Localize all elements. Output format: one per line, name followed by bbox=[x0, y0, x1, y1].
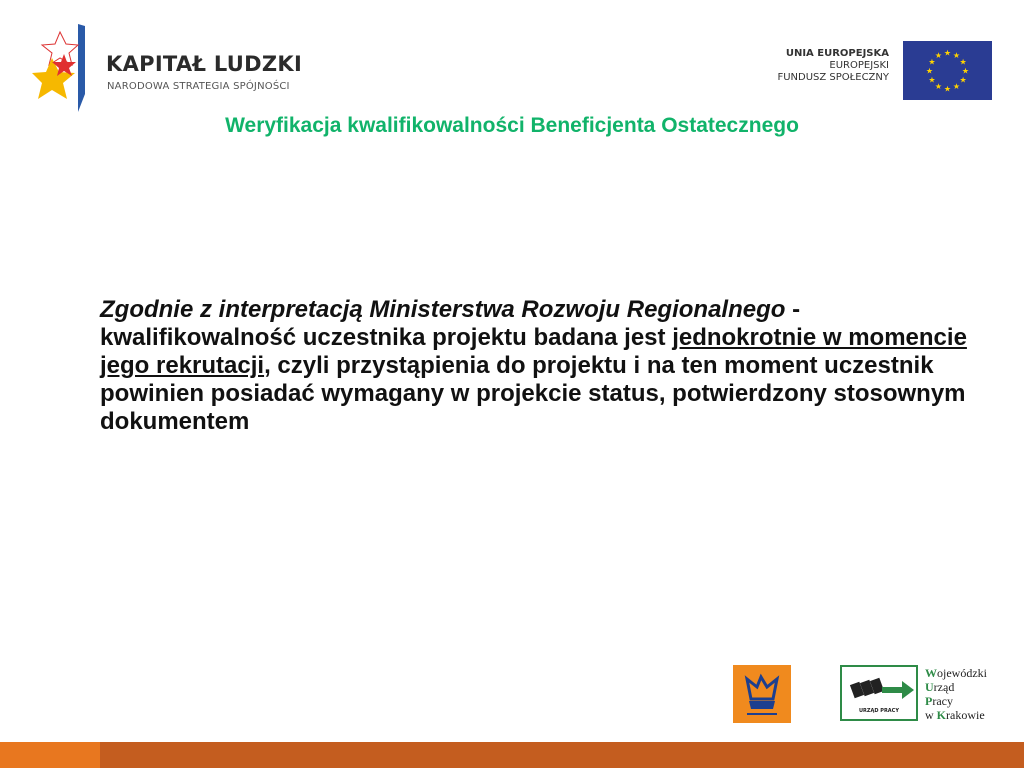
footer-bar bbox=[100, 742, 1024, 768]
eu-star-icon: ★ bbox=[959, 75, 967, 85]
wup-line4: rakowie bbox=[946, 708, 985, 722]
body-part-4: , czyli przystąpienia do projektu i na ten moment uczestnik powinien posiadać wymagany w projekcie status, potwierdzony stosownym dokumentem bbox=[100, 352, 966, 435]
eu-star-icon: ★ bbox=[959, 57, 967, 67]
malopolska-logo-icon bbox=[733, 665, 791, 723]
kapital-ludzki-title: KAPITAŁ LUDZKI bbox=[106, 52, 303, 76]
wup-initial-p: P bbox=[925, 694, 933, 708]
eu-label-line3: FUNDUSZ SPOŁECZNY bbox=[777, 72, 889, 83]
wup-initial-w: W bbox=[925, 666, 937, 680]
eu-star-icon: ★ bbox=[928, 75, 936, 85]
wup-name bbox=[925, 666, 987, 722]
wup-logo-box bbox=[840, 665, 918, 721]
eu-star-icon: ★ bbox=[952, 50, 961, 60]
eu-label-line1: UNIA EUROPEJSKA bbox=[785, 48, 889, 59]
eu-label-line2: EUROPEJSKI bbox=[829, 60, 889, 71]
slide-title: Weryfikacja kwalifikowalności Beneficjenta Ostatecznego bbox=[225, 114, 799, 137]
eu-star-icon: ★ bbox=[934, 50, 943, 60]
eu-star-icon: ★ bbox=[943, 48, 952, 58]
wup-initial-k: K bbox=[936, 708, 947, 722]
eu-star-icon: ★ bbox=[961, 66, 970, 76]
wup-line3: racy bbox=[932, 694, 953, 708]
eu-flag-icon bbox=[903, 41, 992, 100]
eu-star-icon: ★ bbox=[928, 57, 936, 67]
wup-line4-prefix: w bbox=[925, 708, 937, 722]
wup-line2: rząd bbox=[933, 680, 955, 694]
eu-fund-label bbox=[629, 48, 889, 84]
body-underlined-part: jednokrotnie w momencie jego rekrutacji bbox=[100, 324, 967, 379]
wup-line1: ojewódzki bbox=[937, 666, 987, 680]
footer-bar-accent bbox=[0, 742, 100, 768]
body-part-2: - kwalifikowalność uczestnika projektu badana jest bbox=[100, 296, 801, 351]
slide-body-text bbox=[100, 296, 970, 436]
wup-box-label: URZĄD PRACY bbox=[859, 708, 899, 714]
eu-star-icon: ★ bbox=[943, 84, 952, 94]
wup-emblem-icon bbox=[846, 673, 916, 703]
eu-star-icon: ★ bbox=[934, 82, 943, 92]
wup-initial-u: U bbox=[925, 680, 934, 694]
kapital-ludzki-subtitle: NARODOWA STRATEGIA SPÓJNOŚCI bbox=[107, 81, 290, 92]
eu-star-icon: ★ bbox=[925, 66, 934, 76]
body-italic-part: Zgodnie z interpretacją Ministerstwa Rozwoju Regionalnego bbox=[100, 296, 786, 323]
eu-star-icon: ★ bbox=[952, 82, 961, 92]
